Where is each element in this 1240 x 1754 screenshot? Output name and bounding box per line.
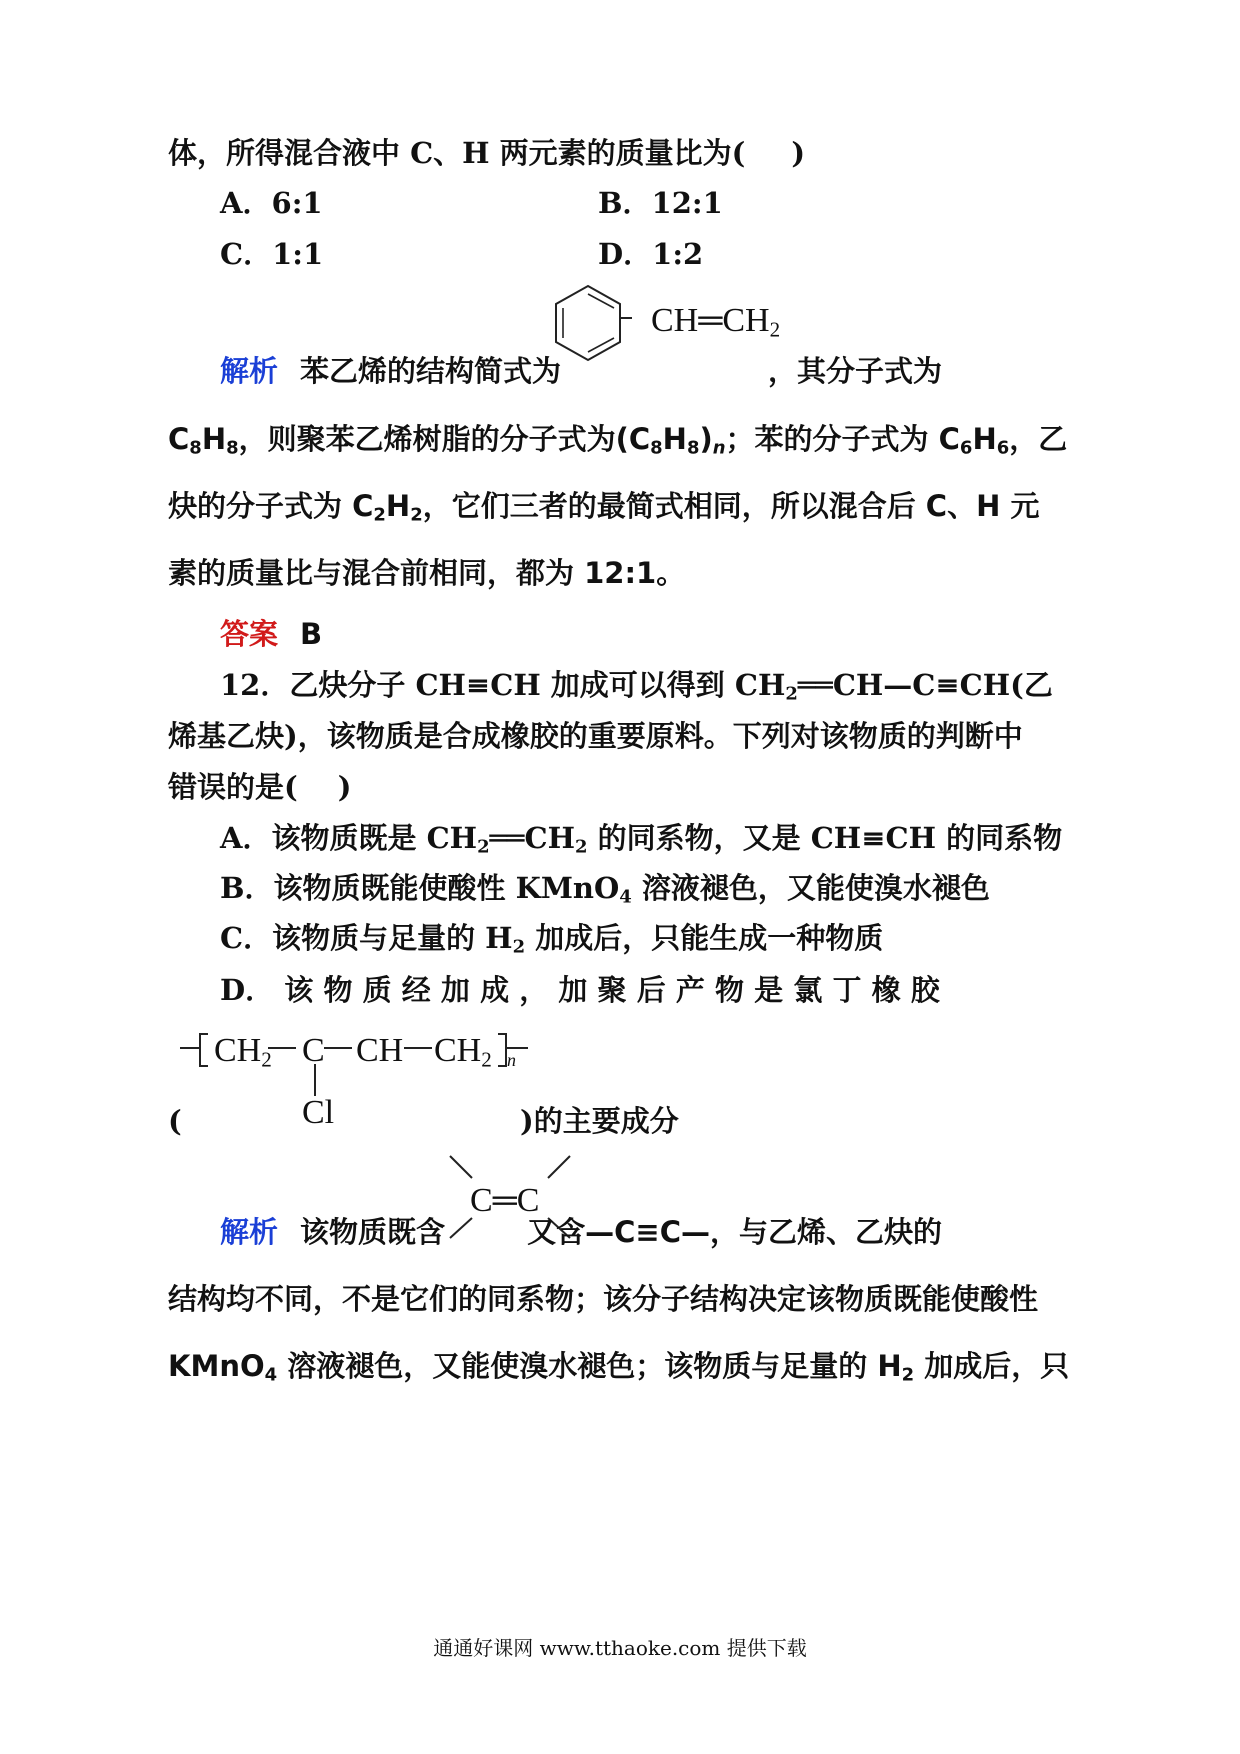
polymer-ch2-left: $CH_2$ (214, 1032, 272, 1072)
q12-option-d-tail: )的主要成分 (520, 1104, 679, 1138)
q12-option-d-open: ( (168, 1104, 182, 1138)
q11-analysis-line-3: 炔的分子式为 $C_2H_2$，它们三者的最简式相同，所以混合后 C、H 元 (168, 489, 1040, 526)
q11-analysis-line-4: 素的质量比与混合前相同，都为 12:1。 (168, 556, 686, 590)
alkene-group: C═C (470, 1182, 540, 1219)
page-footer: 通通好课网 www.tthaoke.com 提供下载 (433, 1636, 807, 1660)
analysis-label: 解析 (220, 354, 279, 388)
styrene-vinyl-group: $CH═CH_2$ (651, 302, 781, 342)
q12-analysis-line-2: 结构均不同，不是它们的同系物；该分子结构决定该物质既能使酸性 (168, 1282, 1039, 1316)
polymer-branch-bond (310, 1064, 320, 1098)
q12-stem-line-2: 烯基乙炔)，该物质是合成橡胶的重要原料。下列对该物质的判断中 (168, 719, 1023, 753)
q12-option-a: A．该物质既是 $CH_2══CH_2$ 的同系物，又是 CH≡CH 的同系物 (220, 821, 1063, 858)
polymer-ch: CH (356, 1032, 404, 1069)
q11-option-a: A．6:1 (220, 186, 323, 220)
answer-label: 答案 (220, 617, 279, 651)
q11-analysis-line-2: $C_8H_8$，则聚苯乙烯树脂的分子式为$(C_8H_8)_n$；苯的分子式为 $C_6H_6$，乙 (168, 422, 1068, 459)
q12-stem-line-3: 错误的是( ) (168, 770, 352, 804)
analysis-label-2: 解析 (220, 1215, 279, 1249)
q11-stem-line: 体，所得混合液中 C、H 两元素的质量比为( ) (168, 136, 806, 170)
polymer-chlorine: Cl (302, 1094, 335, 1131)
q12-option-d: D． 该 物 质 经 加 成 ， 加 聚 后 产 物 是 氯 丁 橡 胶 (220, 973, 940, 1007)
q12-analysis-line-3: KMnO$_4$ 溶液褪色，又能使溴水褪色；该物质与足量的 $H_2$ 加成后，只 (168, 1349, 1070, 1386)
q12-option-c: C．该物质与足量的 $H_2$ 加成后，只能生成一种物质 (220, 921, 884, 958)
q11-option-c: C．1:1 (220, 237, 324, 271)
polymer-subscript-n: n (507, 1050, 516, 1070)
q12-stem-line-1: 12．乙炔分子 CH≡CH 加成可以得到 $CH_2══CH—C\equiv CH$(乙 (220, 668, 1053, 705)
polymer-carbon: C (302, 1032, 325, 1069)
polymer-ch2-right: $CH_2$ (434, 1032, 492, 1072)
q11-option-b: B．12:1 (598, 186, 723, 220)
q12-option-b: B．该物质既能使酸性 KMnO$_4$ 溶液褪色，又能使溴水褪色 (220, 871, 990, 908)
q11-answer: 答案 B (220, 617, 323, 651)
q12-analysis-line-1: 解析 该物质既含 又含—C≡C—，与乙烯、乙炔的 (220, 1215, 942, 1249)
q11-analysis-line-1: 解析 苯乙烯的结构简式为 ，其分子式为 (220, 354, 942, 388)
q11-option-d: D．1:2 (598, 237, 704, 271)
